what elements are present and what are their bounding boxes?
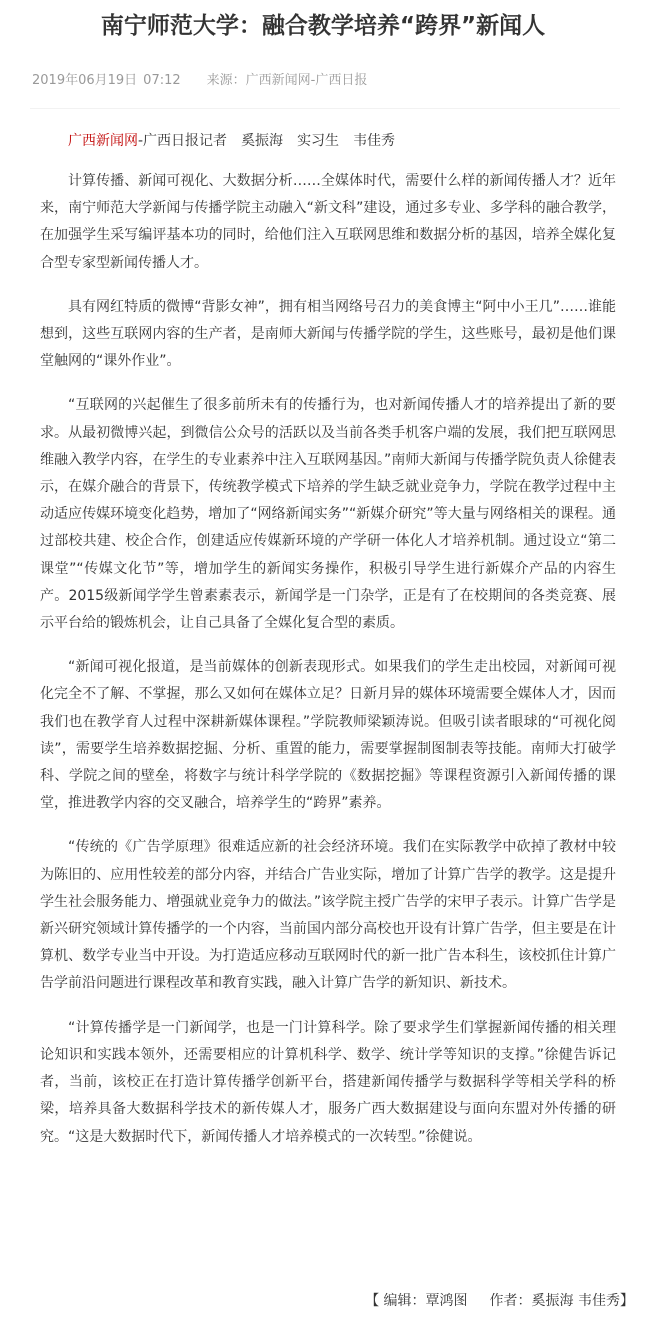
article-paragraph: 计算传播、新闻可视化、大数据分析……全媒体时代，需要什么样的新闻传播人才？近年来，南宁师范大学新闻与传播学院主动融入“新文科”建设，通过多专业、多学科的融合教学，在加强学生采写编评基本功的同时，给他们注入互联网思维和数据分析的基因，培养全媒化复合型专家型新闻传播人才。 [40, 173, 616, 271]
article-paragraph: “传统的《广告学原理》很难适应新的社会经济环境。我们在实际教学中砍掉了教材中较为陈旧的、应用性较差的部分内容，并结合广告业实际，增加了计算广告学的教学。这是提升学生社会服务能力、增强就业竞争力的做法。”该学院主授广告学的宋甲子表示。计算广告学是新兴研究领域计算传播学的一个内容，当前国内部分高校也开设有计算广告学，但主要是在计算机、数学专业当中开设。为打造适应移动互联网时代的新一批广告本科生，该校抓住计算广告学前沿问题进行课程改革和教育实践，融入计算广告学的新知识、新技术。 [40, 839, 616, 992]
article-paragraph: 具有网红特质的微博“背影女神”，拥有相当网络号召力的美食博主“阿中小王几”……谁能想到，这些互联网内容的生产者，是南师大新闻与传播学院的学生，这些账号，最初是他们课堂触网的“课外作业”。 [40, 298, 616, 370]
article-meta [32, 71, 367, 91]
publish-date: 2019年06月19日 [32, 73, 138, 88]
byline-role: 实习生 [297, 133, 340, 149]
byline-intern: 韦佳秀 [353, 133, 396, 149]
article-paragraph: “互联网的兴起催生了很多前所未有的传播行为，也对新闻传播人才的培养提出了新的要求。从最初微博兴起，到微信公众号的活跃以及当前各类手机客户端的发展，我们把互联网思维融入教学内容，在学生的专业素养中注入互联网基因。”南师大新闻与传播学院负责人徐健表示，在媒介融合的背景下，传统教学模式下培养的学生缺乏就业竞争力，学院在教学过程中主动适应传媒环境变化趋势，增加了“网络新闻实务”“新媒介研究”等大量与网络相关的课程。通过部校共建、校企合作，创建适应传媒新环境的产学研一体化人才培养机制。通过设立“第二课堂”“传媒文化节”等，增加学生的新闻实务操作，积极引导学生进行新媒介产品的内容生产。2015级新闻学学生曾素素表示，新闻学是一门杂学，正是有了在校期间的各类竞赛、展示平台给的锻炼机会，让自己具备了全媒化复合型的素质。 [40, 397, 616, 632]
article-source: 来源：广西新闻网-广西日报 [206, 73, 368, 88]
article-title: 南宁师范大学：融合教学培养“跨界”新闻人 [100, 13, 546, 39]
byline-org-link[interactable]: 广西新闻网 [68, 133, 138, 149]
byline-org-rest: -广西日报记者 [138, 133, 228, 149]
publish-time: 07:12 [143, 73, 181, 88]
article-body [40, 168, 616, 1168]
header-divider [30, 108, 620, 109]
article-paragraph: “新闻可视化报道，是当前媒体的创新表现形式。如果我们的学生走出校园，对新闻可视化完全不了解、不掌握，那么又如何在媒体立足？日新月异的媒体环境需要全媒体人才，因而我们也在教学育人过程中深耕新媒体课程。”学院教师梁颖涛说。但吸引读者眼球的“可视化阅读”，需要学生培养数据挖掘、分析、重置的能力，需要掌握制图制表等技能。南师大打破学科、学院之间的壁垒，将数字与统计科学学院的《数据挖掘》等课程资源引入新闻传播的课堂，推进教学内容的交叉融合，培养学生的“跨界”素养。 [40, 659, 616, 812]
footer-editor: 编辑：覃鸿图 [383, 1293, 468, 1309]
footer-bracket-close: 】 [620, 1293, 634, 1309]
article-footer [365, 1290, 634, 1312]
footer-author: 作者：奚振海 韦佳秀 [489, 1293, 620, 1309]
article-paragraph: “计算传播学是一门新闻学，也是一门计算科学。除了要求学生们掌握新闻传播的相关理论知识和实践本领外，还需要相应的计算机科学、数学、统计学等知识的支撑。”徐健告诉记者，当前，该校正在打造计算传播学创新平台，搭建新闻传播学与数据科学等相关学科的桥梁，培养具备大数据科学技术的新传媒人才，服务广西大数据建设与面向东盟对外传播的研究。“这是大数据时代下，新闻传播人才培养模式的一次转型。”徐健说。 [40, 1019, 616, 1145]
byline-reporter: 奚振海 [241, 133, 284, 149]
footer-bracket-open: 【 [365, 1293, 380, 1309]
byline [68, 130, 395, 152]
